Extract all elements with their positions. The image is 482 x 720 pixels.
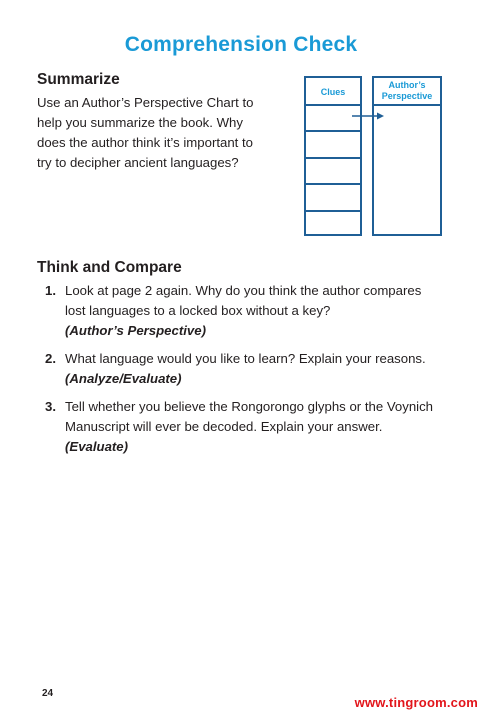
question-number: 1. [45,283,56,298]
perspective-cell [374,104,440,234]
list-item [45,397,445,457]
think-compare-heading: Think and Compare [37,259,182,276]
arrow-right-icon [352,111,384,121]
question-text: Tell whether you believe the Rongorongo glyphs or the Voynich Manuscript will ever be decoded. Explain your answer. [65,399,434,434]
clue-cell [306,157,360,183]
perspective-header-line2: Perspective [381,91,433,101]
watermark: www.tingroom.com [354,695,478,710]
clue-cell [306,183,360,209]
perspective-column [372,76,442,236]
skill-tag: (Evaluate) [65,439,129,454]
question-text: What language would you like to learn? Explain your reasons. [65,351,426,366]
summarize-heading: Summarize [37,71,120,88]
list-item [45,281,445,341]
page-title: Comprehension Check [124,33,358,56]
page-number: 24 [42,688,54,699]
summarize-text: Use an Author’s Perspective Chart to help you summarize the book. Why does the author think it’s important to try to decipher ancient languages? [37,95,254,170]
list-item [45,349,445,389]
clues-header: Clues [320,87,346,97]
question-number: 3. [45,399,56,414]
perspective-header [374,78,440,104]
question-number: 2. [45,351,56,366]
question-list [45,281,445,465]
perspective-header-line1: Author’s [388,80,426,90]
skill-tag: (Analyze/Evaluate) [65,371,182,386]
clues-column [304,76,362,236]
skill-tag: (Author’s Perspective) [65,323,206,338]
clue-cell [306,210,360,212]
clue-cell [306,130,360,156]
question-text: Look at page 2 again. Why do you think the author compares lost languages to a locked box without a key? [65,283,422,318]
